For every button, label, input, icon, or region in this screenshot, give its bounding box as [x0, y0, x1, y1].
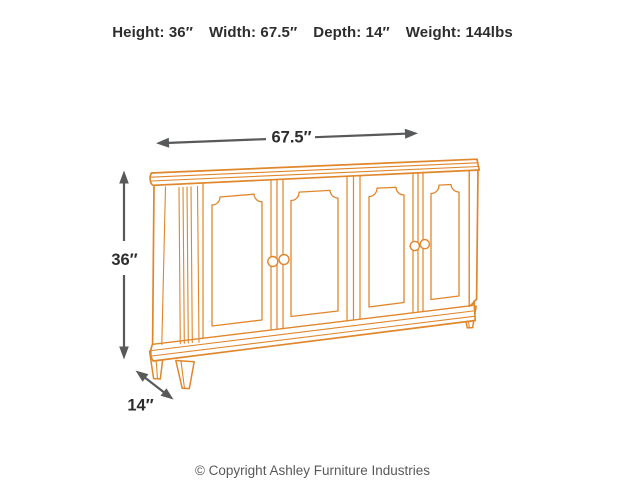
spec-weight: Weight: 144lbs [405, 24, 513, 41]
copyright-notice: © Copyright Ashley Furniture Industries [194, 463, 431, 478]
width-dimension-label: 67.5″ [271, 128, 312, 147]
cabinet-body [151, 169, 478, 361]
width-dimension [156, 129, 418, 148]
spec-width: Width: 67.5″ [209, 24, 298, 41]
cabinet-drawing [150, 159, 480, 388]
knob-icon [410, 241, 419, 250]
knob-icon [268, 257, 278, 267]
spec-height: Height: 36″ [112, 24, 193, 41]
knob-icon [420, 240, 429, 249]
leg-front-left [176, 361, 194, 389]
spec-depth: Depth: 14″ [313, 24, 390, 41]
depth-dimension [127, 371, 173, 415]
depth-dimension-label: 14″ [127, 396, 154, 415]
height-dimension-label: 36″ [111, 251, 138, 269]
height-dimension [111, 171, 137, 360]
knob-icon [279, 255, 289, 265]
